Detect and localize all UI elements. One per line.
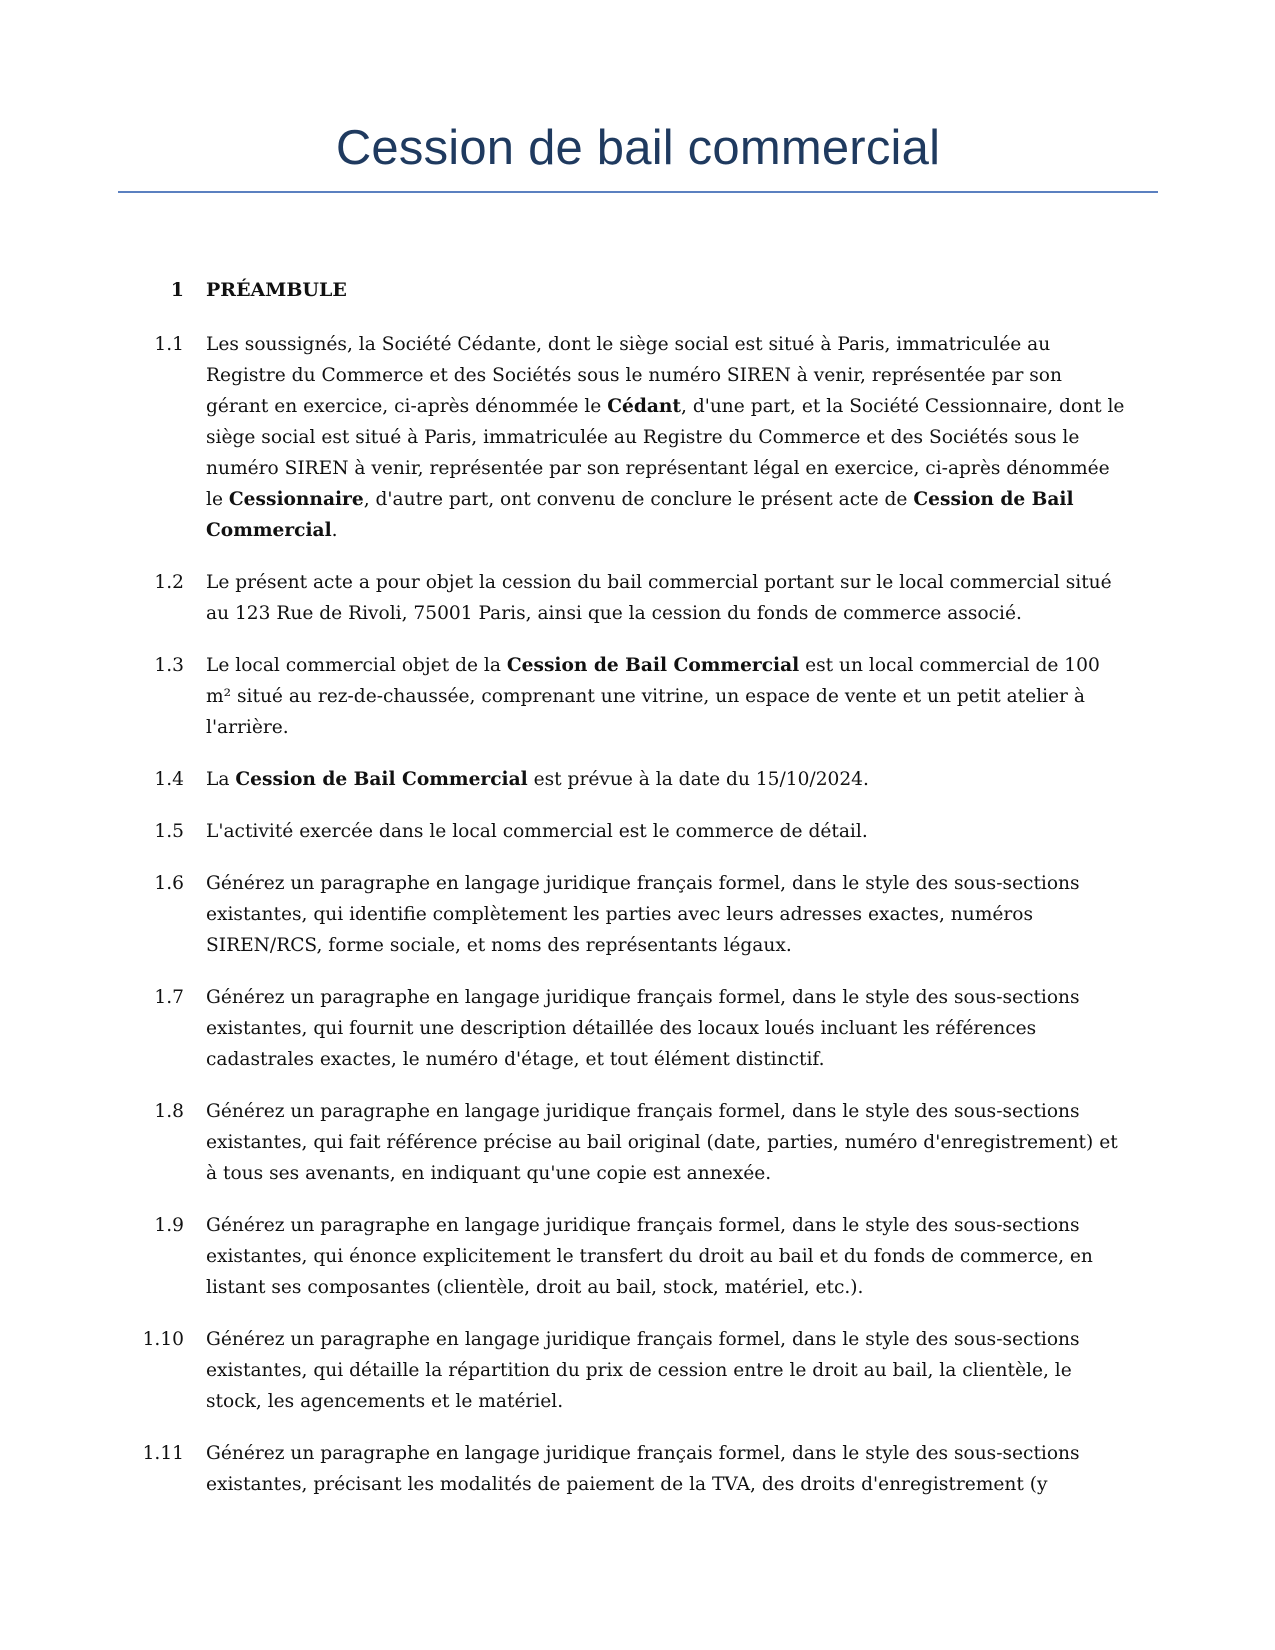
clause-defined-term: Cessionnaire (228, 489, 364, 510)
document-title: Cession de bail commercial (335, 121, 941, 175)
clause-item (118, 329, 1128, 546)
clause-item (118, 650, 1128, 743)
clause-number: 1.9 (154, 1215, 184, 1236)
clause-text-run: Générez un paragraphe en langage juridique français formel, dans le style des sous-sections existantes, précisant les modalités de paiement de la TVA, des droits d'enregistrement (y (206, 1443, 1080, 1495)
clause-text (206, 816, 1128, 847)
clause-item (118, 816, 1128, 847)
clause-number: 1.1 (154, 334, 184, 355)
clause-number: 1.7 (154, 987, 184, 1008)
clause-text (206, 1210, 1128, 1303)
clause-item (118, 1096, 1128, 1189)
clause-text (206, 1438, 1128, 1500)
clause-text (206, 567, 1128, 629)
clause-item (118, 764, 1128, 795)
clause-item (118, 1210, 1128, 1303)
clause-item (118, 1324, 1128, 1417)
clause-number: 1.5 (154, 821, 184, 842)
clause-text (206, 764, 1128, 795)
clause-list (118, 329, 1128, 1521)
clause-text (206, 650, 1128, 743)
clause-text-run: . (331, 520, 338, 541)
clause-defined-term: Cession de Bail Commercial (206, 489, 1074, 541)
clause-item (118, 982, 1128, 1075)
title-underline-rule (118, 191, 1158, 193)
clause-text-run: L'activité exercée dans le local commercial est le commerce de détail. (206, 821, 868, 842)
clause-defined-term: Cession de Bail Commercial (235, 769, 528, 790)
clause-defined-term: Cédant (607, 396, 681, 417)
clause-text-run: est prévue à la date du 15/10/2024. (527, 769, 869, 790)
clause-number: 1.3 (154, 655, 184, 676)
clause-text-run: Générez un paragraphe en langage juridique français formel, dans le style des sous-sections existantes, qui identifie complètement les parties avec leurs adresses exactes, numéros SIREN/RCS, forme sociale, et noms des représentants légaux. (206, 873, 1080, 956)
clause-item (118, 567, 1128, 629)
clause-text (206, 982, 1128, 1075)
section-number: 1 (170, 279, 184, 301)
clause-number: 1.11 (142, 1443, 184, 1464)
clause-text (206, 329, 1128, 546)
clause-text-run: Générez un paragraphe en langage juridique français formel, dans le style des sous-sections existantes, qui détaille la répartition du prix de cession entre le droit au bail, la clientèle, le stock, les agencements et le matériel. (206, 1329, 1080, 1412)
clause-item (118, 868, 1128, 961)
clause-number: 1.6 (154, 873, 184, 894)
clause-text-run: Le local commercial objet de la (206, 655, 507, 676)
clause-number: 1.2 (154, 572, 184, 593)
clause-text-run: Le présent acte a pour objet la cession du bail commercial portant sur le local commercial situé au 123 Rue de Rivoli, 75001 Paris, ainsi que la cession du fonds de commerce associé. (206, 572, 1112, 624)
clause-text-run: Générez un paragraphe en langage juridique français formel, dans le style des sous-sections existantes, qui fait référence précise au bail original (date, parties, numéro d'enregistrement) et à tous ses avenants, en indiquant qu'une copie est annexée. (206, 1101, 1118, 1184)
section-title: PRÉAMBULE (206, 279, 347, 301)
clause-item (118, 1438, 1128, 1500)
section-heading (118, 277, 1118, 303)
clause-text (206, 1324, 1128, 1417)
clause-number: 1.8 (154, 1101, 184, 1122)
clause-text-run: est un local commercial de 100 m² situé au rez-de-chaussée, comprenant une vitrine, un espace de vente et un petit atelier à l'arrière. (206, 655, 1100, 738)
clause-text-run: La (206, 769, 236, 790)
clause-defined-term: Cession de Bail Commercial (506, 655, 800, 676)
clause-text-run: , d'autre part, ont convenu de conclure le présent acte de (363, 489, 914, 510)
clause-number: 1.4 (154, 769, 184, 790)
clause-text-run: Générez un paragraphe en langage juridique français formel, dans le style des sous-sections existantes, qui énonce explicitement le transfert du droit au bail et du fonds de commerce, en listant ses composantes (clientèle, droit au bail, stock, matériel, etc.). (206, 1215, 1093, 1298)
clause-text-run: Générez un paragraphe en langage juridique français formel, dans le style des sous-sections existantes, qui fournit une description détaillée des locaux loués incluant les références cadastrales exactes, le numéro d'étage, et tout élément distinctif. (206, 987, 1080, 1070)
clause-number: 1.10 (142, 1329, 184, 1350)
clause-text (206, 1096, 1128, 1189)
clause-text-run: Les soussignés, la Société Cédante, dont le siège social est situé à Paris, immatriculée au Registre du Commerce et des Sociétés sous le numéro SIREN à venir, représentée par son gérant en exercice, ci-après dénommée le (206, 334, 1062, 417)
clause-text (206, 868, 1128, 961)
clause-text-run: , d'une part, et la Société Cessionnaire, dont le siège social est situé à Paris, immatriculée au Registre du Commerce et des Sociétés sous le numéro SIREN à venir, représentée par son représentant légal en exercice, ci-après dénommée le (206, 396, 1125, 510)
